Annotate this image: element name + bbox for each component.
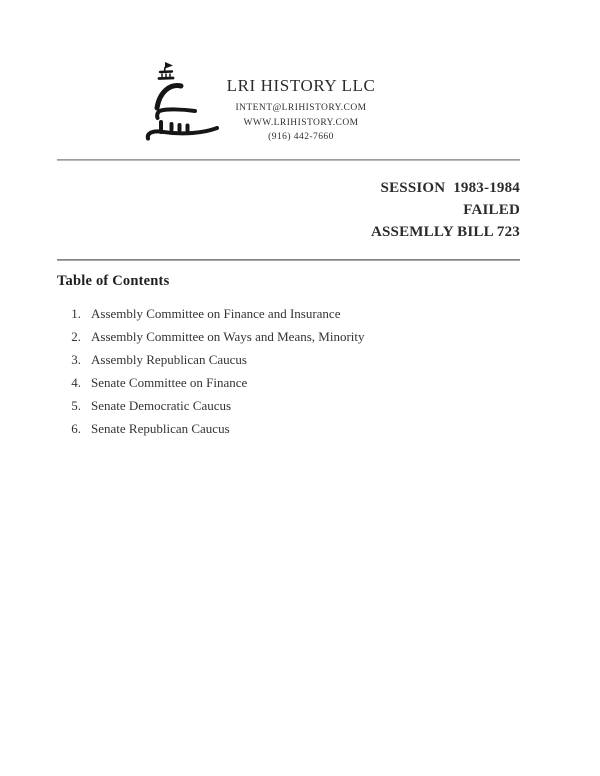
toc-item-number: 2. xyxy=(71,329,81,344)
toc-item xyxy=(57,329,517,352)
toc-item xyxy=(57,398,517,421)
email-text: INTENT@LRIHISTORY.COM xyxy=(235,103,367,113)
company-name: LRI HISTORY LLC xyxy=(226,76,376,95)
toc-item xyxy=(57,352,517,375)
toc-item xyxy=(57,421,517,444)
session-text: SESSION 1983-1984 xyxy=(380,180,520,196)
toc-list xyxy=(57,306,517,444)
toc-item-number: 4. xyxy=(71,375,81,390)
toc-item-label: Senate Committee on Finance xyxy=(91,375,248,390)
toc-item-label: Senate Democratic Caucus xyxy=(91,398,232,413)
bill-number-text: ASSEMLLY BILL 723 xyxy=(370,224,520,240)
toc-item-number: 3. xyxy=(71,352,81,367)
toc-item-label: Assembly Committee on Finance and Insurance xyxy=(91,306,341,321)
toc-item-number: 1. xyxy=(71,306,81,321)
toc-item-number: 6. xyxy=(71,421,81,436)
bill-info-block xyxy=(371,177,520,243)
contact-block xyxy=(190,101,412,145)
toc-item xyxy=(57,375,517,398)
phone-text: (916) 442-7660 xyxy=(268,132,334,142)
toc-item-label: Assembly Republican Caucus xyxy=(91,352,247,367)
letterhead xyxy=(190,76,412,145)
toc-item-label: Assembly Committee on Ways and Means, Minority xyxy=(91,329,365,344)
toc-heading: Table of Contents xyxy=(57,273,170,289)
status-text: FAILED xyxy=(463,202,520,218)
toc-item xyxy=(57,306,517,329)
toc-item-number: 5. xyxy=(71,398,81,413)
divider-bottom xyxy=(57,259,520,261)
toc-item-label: Senate Republican Caucus xyxy=(91,421,230,436)
divider-top xyxy=(57,159,520,161)
website-text: WWW.LRIHISTORY.COM xyxy=(243,117,359,128)
